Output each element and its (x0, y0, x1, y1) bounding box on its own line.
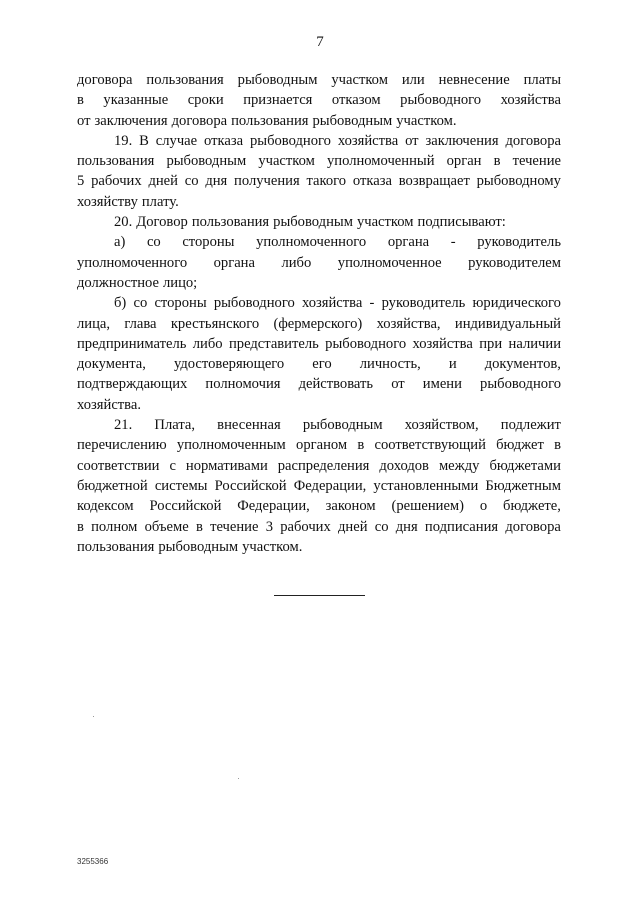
word: установленными (373, 477, 479, 494)
text-line (77, 537, 561, 557)
word: хозяйства (500, 92, 561, 109)
word: в (493, 153, 501, 170)
word: отказа (352, 173, 392, 190)
word: участком (331, 72, 388, 88)
word: о (479, 498, 488, 515)
word: 19. (114, 132, 133, 149)
word: Федерации, (293, 477, 367, 494)
word: уполномоченный (326, 153, 435, 170)
word: заключения (94, 112, 168, 129)
word: хозяйства (337, 132, 399, 149)
word: органа (387, 234, 430, 251)
word: рыбоводному (476, 173, 561, 190)
text-line (77, 70, 561, 90)
word: руководитель (381, 295, 466, 312)
document-body (77, 70, 561, 557)
word: подписывают: (417, 214, 506, 231)
word: получения (234, 173, 300, 190)
word: отказа (204, 132, 244, 149)
word: между (438, 457, 480, 474)
word: пользования (77, 153, 155, 170)
word: 3 (265, 518, 273, 535)
page-number: 7 (316, 34, 324, 50)
word: Российской (214, 477, 287, 494)
word: рабочих (280, 518, 331, 535)
word: пользования (231, 112, 309, 129)
word: крестьянского (170, 315, 260, 332)
word: внесенная (217, 417, 281, 434)
word: рыбоводным (158, 538, 239, 555)
word: в (77, 518, 84, 535)
word: полном (91, 518, 138, 535)
word: отказом (331, 92, 381, 109)
word: соответствии (77, 457, 160, 474)
word: а) (114, 234, 126, 251)
word: (решением) (391, 498, 465, 515)
word: (фермерского) (273, 315, 363, 332)
word: такого (306, 173, 347, 190)
word: перечислению (77, 437, 167, 454)
word: распределения (277, 457, 370, 474)
word: при (479, 335, 503, 352)
text-line (77, 496, 561, 516)
word: системы (154, 477, 208, 494)
word: платы (523, 72, 561, 88)
word: уполномоченного (256, 234, 367, 251)
word: заключения (425, 132, 499, 149)
word: со (184, 173, 199, 190)
text-line (77, 131, 561, 151)
end-of-text-rule (274, 595, 365, 596)
word: - (369, 295, 375, 312)
word: документов, (484, 356, 561, 373)
word: юридического (472, 295, 561, 312)
word: участком (356, 214, 414, 231)
word: и (448, 356, 457, 373)
word: руководитель (477, 234, 561, 251)
word: органом (296, 437, 348, 454)
word: доходов (379, 457, 429, 474)
word: со (133, 295, 148, 312)
word: рыбоводного (400, 92, 482, 109)
text-line (77, 334, 561, 354)
word: возвращает (398, 173, 470, 190)
word: договора (505, 518, 561, 535)
word: В (139, 132, 149, 149)
word: имени (422, 376, 462, 393)
word: рыбоводного (213, 295, 295, 312)
word: дня (205, 173, 228, 190)
word: пользования (191, 214, 270, 231)
document-code: 3255366 (77, 857, 109, 866)
word: его (312, 356, 332, 373)
word: подписания (424, 518, 499, 535)
word: законом (325, 498, 376, 515)
word: рыбоводным (273, 214, 353, 231)
word: с (169, 457, 176, 474)
text-line (77, 171, 561, 191)
word: договора (171, 112, 228, 129)
word: Плата, (154, 417, 196, 434)
word: в (195, 518, 203, 535)
text-line (77, 253, 561, 273)
word: подтверждающих (77, 376, 188, 393)
word: 20. (114, 214, 133, 231)
word: органа (213, 254, 255, 271)
word: пользования (146, 72, 224, 88)
word: рабочих (91, 173, 142, 190)
word: течение (512, 153, 561, 170)
word: хозяйства. (77, 396, 142, 413)
text-line (77, 415, 561, 435)
word: в (77, 92, 84, 109)
word: со (374, 518, 389, 535)
word: бюджетной (77, 477, 148, 494)
word: соответствующий (374, 437, 486, 454)
word: стороны (182, 234, 235, 251)
word: рыбоводным (237, 72, 318, 88)
word: документа, (77, 356, 146, 373)
word: рыбоводного (480, 376, 561, 393)
word: бюджет (496, 437, 544, 454)
word: личность, (359, 356, 421, 373)
word: рыбоводным (166, 153, 247, 170)
word: действовать (298, 376, 374, 393)
word: объеме (144, 518, 189, 535)
word: представитель (228, 335, 319, 352)
word: либо (192, 335, 223, 352)
text-line (77, 111, 561, 131)
word: хозяйством, (404, 417, 479, 434)
text-line (77, 395, 561, 415)
word: дней (148, 173, 178, 190)
word: пользования (77, 538, 155, 555)
text-line (77, 273, 561, 293)
word: Бюджетным (485, 477, 561, 494)
word: договора (505, 132, 561, 149)
word: договора (77, 72, 133, 88)
word: Договор (136, 214, 188, 231)
word: либо (281, 254, 312, 271)
text-line (77, 476, 561, 496)
word: б) (114, 295, 127, 312)
word: или (401, 72, 425, 88)
word: Российской (149, 498, 222, 515)
word: глава (124, 315, 157, 332)
word: должностное (77, 274, 159, 291)
word: хозяйства, (376, 315, 441, 332)
word: индивидуальный (454, 315, 561, 332)
text-line (77, 151, 561, 171)
word: невнесение (438, 72, 510, 88)
text-line (77, 456, 561, 476)
word: руководителем (468, 254, 561, 271)
word: признается (243, 92, 313, 109)
word: уполномоченное (337, 254, 442, 271)
word: со (146, 234, 161, 251)
text-line (77, 232, 561, 252)
word: удостоверяющего (173, 356, 285, 373)
word: хозяйству (77, 193, 138, 210)
word: течение (210, 518, 259, 535)
word: нормативами (185, 457, 268, 474)
word: кодексом (77, 498, 134, 515)
word: в (554, 437, 561, 454)
word: случае (155, 132, 198, 149)
word: в (357, 437, 365, 454)
word: дней (338, 518, 368, 535)
text-line (77, 354, 561, 374)
word: от (405, 132, 419, 149)
word: лица, (77, 315, 111, 332)
text-line (77, 192, 561, 212)
word: орган (446, 153, 482, 170)
text-line (77, 435, 561, 455)
word: участком. (396, 112, 457, 129)
text-line (77, 374, 561, 394)
word: уполномоченного (77, 254, 188, 271)
word: участком (258, 153, 315, 170)
word: бюджете, (503, 498, 561, 515)
word: рыбоводным (302, 417, 383, 434)
word: бюджетами (489, 457, 561, 474)
word: подлежит (500, 417, 561, 434)
word: дня (395, 518, 418, 535)
word: от (391, 376, 405, 393)
scan-speck (93, 716, 94, 717)
word: рыбоводного (249, 132, 331, 149)
word: рыбоводного (325, 335, 407, 352)
word: хозяйства (412, 335, 473, 352)
scan-speck (238, 778, 239, 779)
text-line (77, 90, 561, 110)
word: - (450, 234, 456, 251)
text-line (77, 517, 561, 537)
word: участком. (242, 538, 303, 555)
word: сроки (187, 92, 224, 109)
word: наличии (508, 335, 561, 352)
word: от (77, 112, 91, 129)
word: полномочия (205, 376, 281, 393)
word: лицо; (162, 274, 198, 291)
word: Федерации, (237, 498, 310, 515)
text-line (77, 314, 561, 334)
word: предприниматель (77, 335, 187, 352)
word: уполномоченным (176, 437, 286, 454)
word: 21. (114, 417, 133, 434)
word: рыбоводным (312, 112, 393, 129)
word: хозяйства (301, 295, 363, 312)
word: стороны (154, 295, 207, 312)
word: плату. (141, 193, 179, 210)
word: указанные (103, 92, 169, 109)
text-line (77, 212, 561, 232)
text-line (77, 293, 561, 313)
word: 5 (77, 173, 85, 190)
